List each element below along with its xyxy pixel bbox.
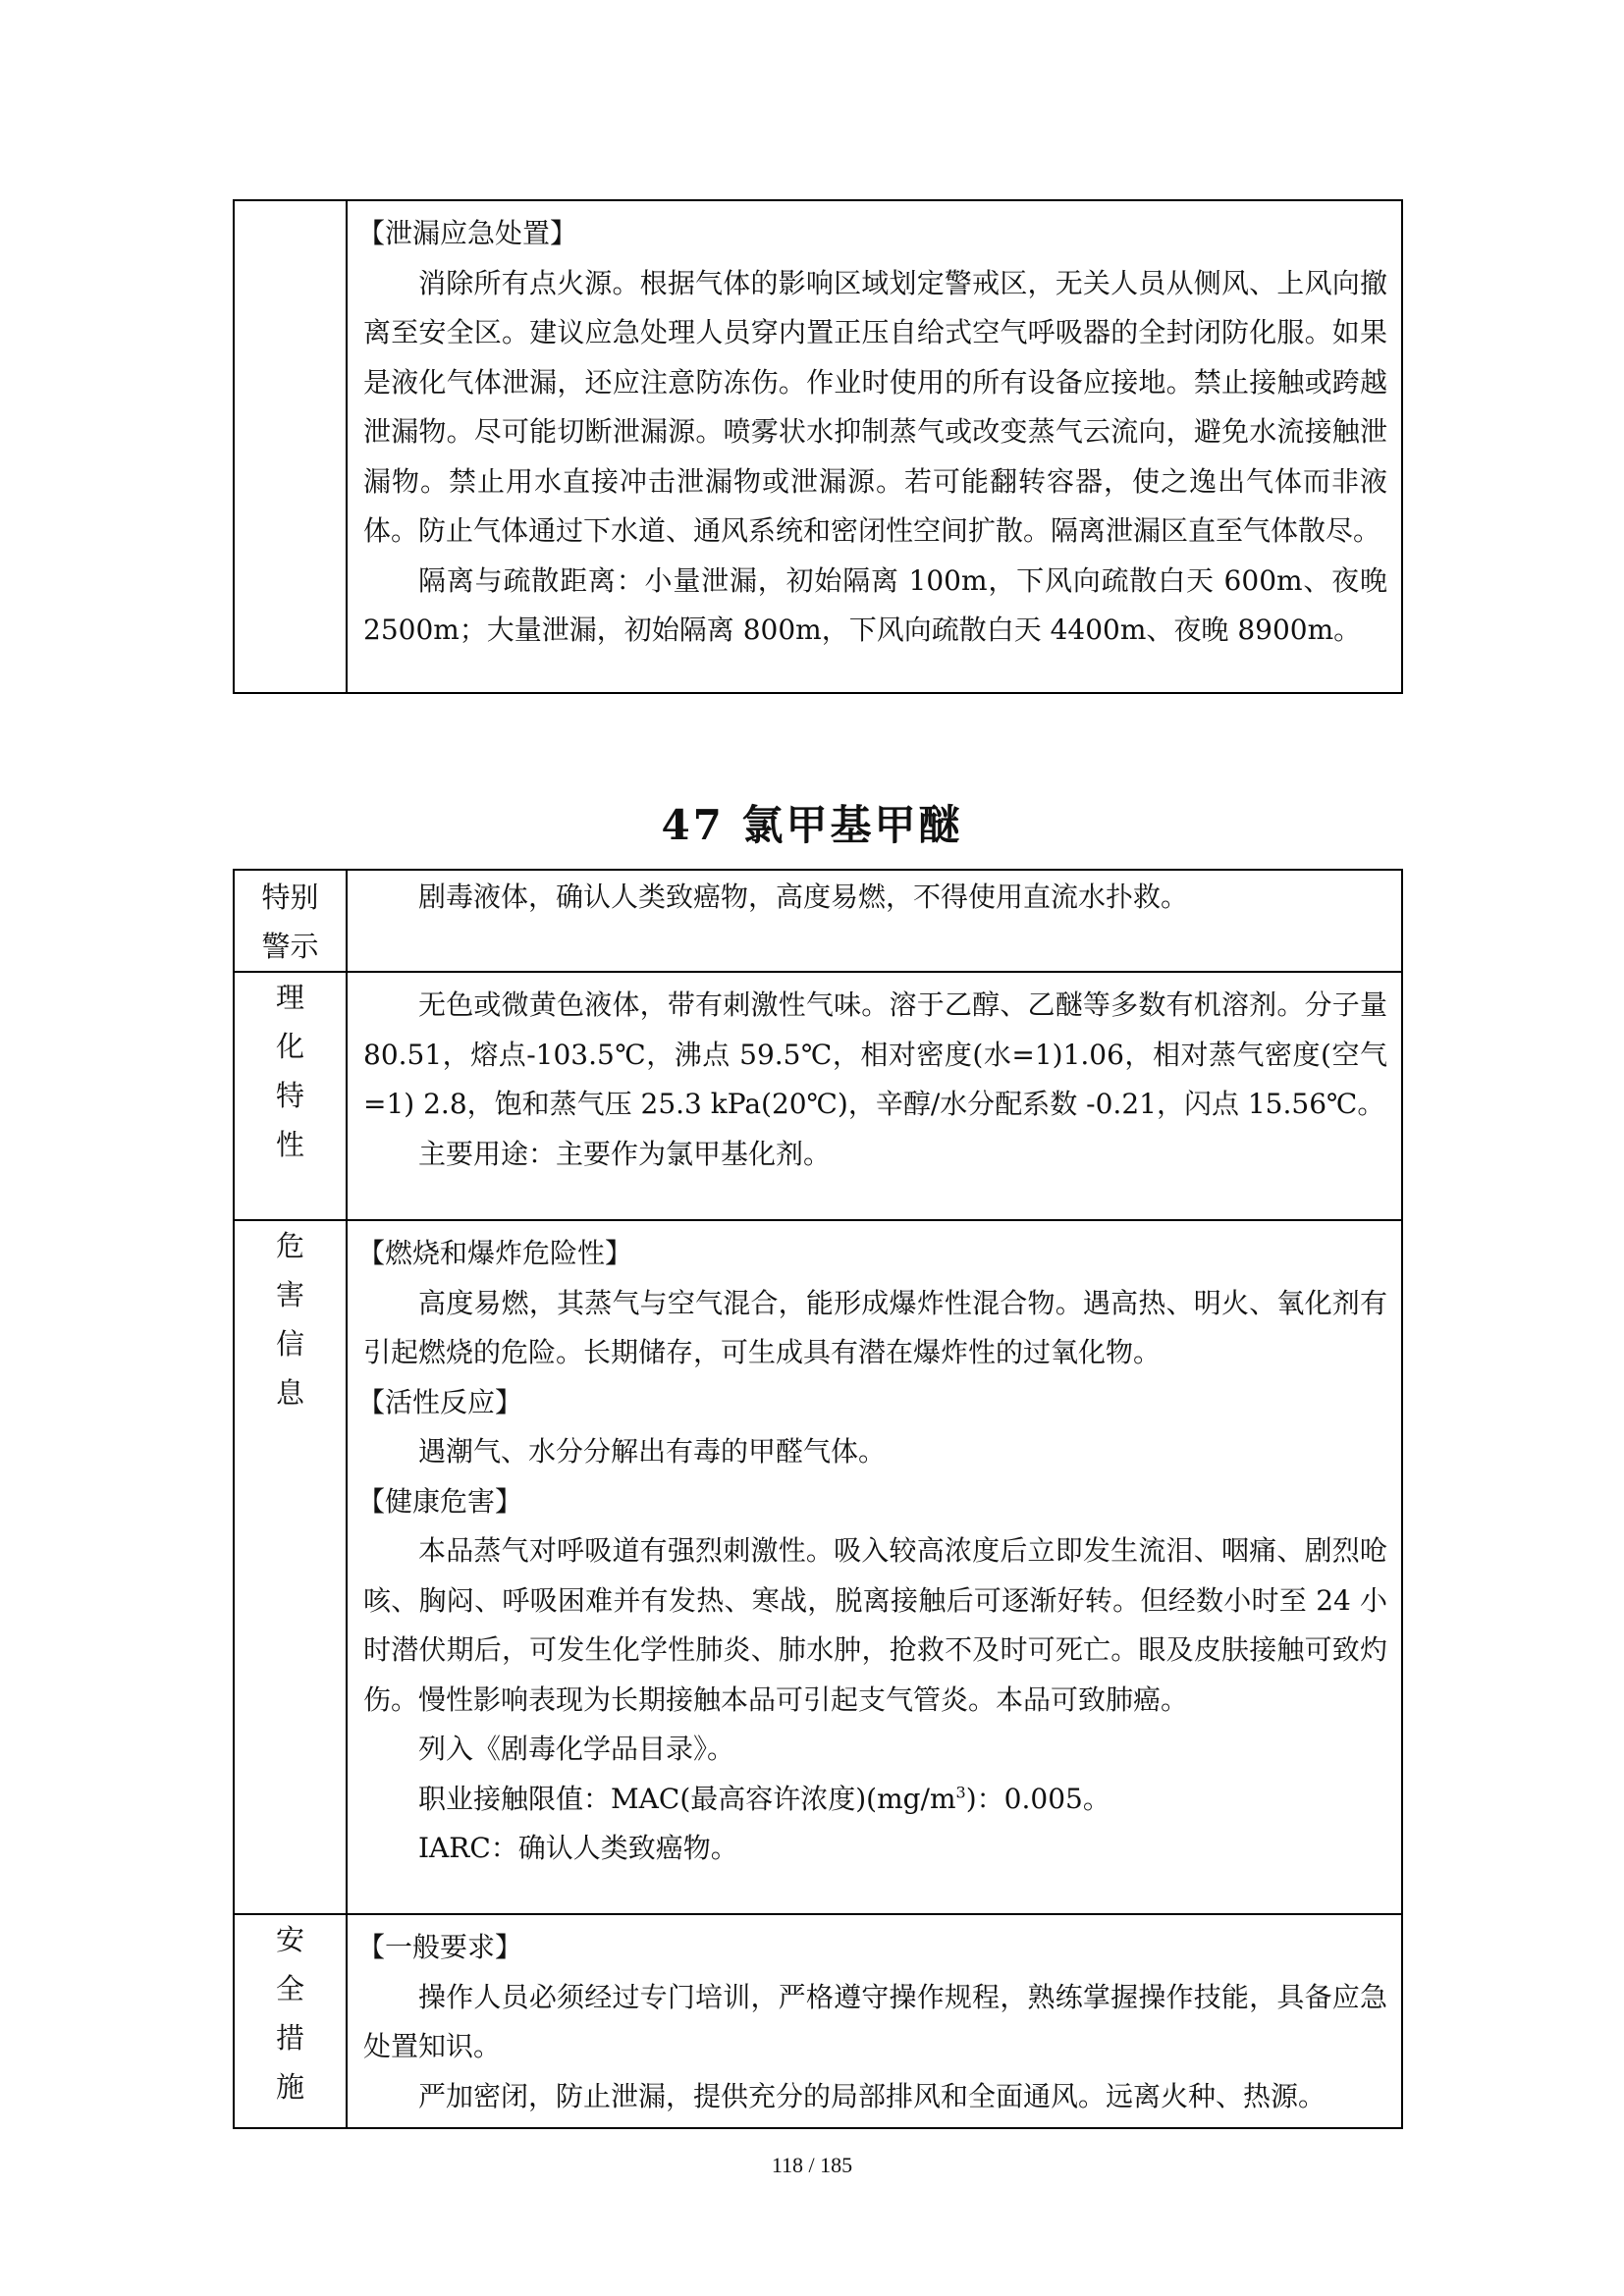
hazard-cell	[347, 1220, 1402, 1914]
usage-paragraph: 主要用途：主要作为氯甲基化剂。	[418, 1137, 832, 1170]
physchem-label-char: 特	[275, 1079, 304, 1112]
exposure-limit-value: )：0.005。	[965, 1782, 1110, 1815]
evacuation-distance-paragraph: 隔离与疏散距离：小量泄漏，初始隔离 100m，下风向疏散白天 600m、夜晚 2500m；大量泄漏，初始隔离 800m，下风向疏散白天 4400m、夜晚 8900m。	[363, 563, 1387, 646]
chemical-table	[233, 869, 1403, 2129]
hazard-label-char: 息	[275, 1376, 304, 1410]
safety-label-char: 全	[275, 1972, 304, 2005]
warning-text: 剧毒液体，确认人类致癌物，高度易燃，不得使用直流水扑救。	[418, 881, 1189, 913]
ventilation-paragraph: 严加密闭，防止泄漏，提供充分的局部排风和全面通风。远离火种、热源。	[418, 2079, 1326, 2112]
leak-response-paragraph: 消除所有点火源。根据气体的影响区域划定警戒区，无关人员从侧风、上风向撤离至安全区。建议应急处理人员穿内置正压自给式空气呼吸器的全封闭防化服。如果是液化气体泄漏，还应注意防冻伤。作业时使用的所有设备应接地。禁止接触或跨越泄漏物。尽可能切断泄漏源。喷雾状水抑制蒸气或改变蒸气云流向，避免水流接触泄漏物。禁止用水直接冲击泄漏物或泄漏源。若可能翻转容器，使之逸出气体而非液体。防止气体通过下水道、通风系统和密闭性空间扩散。隔离泄漏区直至气体散尽。	[363, 266, 1387, 547]
safety-label-char: 安	[275, 1923, 304, 1956]
leak-response-heading: 【泄漏应急处置】	[357, 217, 578, 249]
exposure-limit-paragraph	[363, 1775, 1387, 1825]
safety-label-char: 措	[275, 2021, 304, 2055]
chemical-title: 47 氯甲基甲醚	[661, 801, 963, 849]
health-hazard-heading: 【健康危害】	[357, 1484, 523, 1518]
toxic-list-paragraph: 列入《剧毒化学品目录》。	[418, 1733, 735, 1765]
hazard-label-char: 信	[275, 1327, 304, 1361]
physchem-label-char: 性	[275, 1128, 304, 1161]
reactivity-paragraph: 遇潮气、水分分解出有毒的甲醛气体。	[418, 1435, 887, 1468]
physchem-paragraph: 无色或微黄色液体，带有刺激性气味。溶于乙醇、乙醚等多数有机溶剂。分子量 80.51，熔点-103.5℃，沸点 59.5℃，相对密度(水=1)1.06，相对蒸气密度(空气=1) 2.8，饱和蒸气压 25.3 kPa(20℃)，辛醇/水分配系数 -0.21，闪点 15.56℃。	[363, 988, 1387, 1120]
iarc-paragraph: IARC：确认人类致癌物。	[418, 1832, 738, 1864]
health-hazard-paragraph: 本品蒸气对呼吸道有强烈刺激性。吸入较高浓度后立即发生流泪、咽痛、剧烈呛咳、胸闷、呼吸困难并有发热、寒战，脱离接触后可逐渐好转。但经数小时至 24 小时潜伏期后，可发生化学性肺炎、肺水肿，抢救不及时可死亡。眼及皮肤接触可致灼伤。慢性影响表现为长期接触本品可引起支气管炎。本品可致肺癌。	[363, 1534, 1387, 1716]
hazard-label-cell	[234, 1220, 347, 1914]
safety-cell	[347, 1914, 1402, 2128]
fire-hazard-paragraph: 高度易燃，其蒸气与空气混合，能形成爆炸性混合物。遇高热、明火、氧化剂有引起燃烧的危险。长期储存，可生成具有潜在爆炸性的过氧化物。	[363, 1286, 1387, 1368]
warning-label-line1: 特别	[261, 881, 319, 914]
training-paragraph: 操作人员必须经过专门培训，严格遵守操作规程，熟练掌握操作技能，具备应急处置知识。	[363, 1980, 1387, 2062]
warning-label-cell	[234, 870, 347, 972]
previous-table	[233, 199, 1403, 694]
fire-hazard-heading: 【燃烧和爆炸危险性】	[357, 1237, 633, 1269]
warning-label-line2: 警示	[261, 930, 319, 963]
exposure-limit-text: 职业接触限值：MAC(最高容许浓度)(mg/m	[418, 1782, 956, 1815]
general-requirements-heading: 【一般要求】	[357, 1931, 523, 1963]
leak-response-cell	[347, 200, 1402, 693]
reactivity-heading: 【活性反应】	[357, 1385, 523, 1418]
empty-label-cell	[234, 200, 347, 693]
safety-label-cell	[234, 1914, 347, 2128]
physchem-label-char: 化	[275, 1030, 304, 1063]
hazard-label-char: 害	[275, 1278, 304, 1311]
page-number: 118 / 185	[771, 2153, 853, 2177]
hazard-label-char: 危	[275, 1229, 304, 1262]
physchem-cell	[347, 972, 1402, 1220]
exposure-limit-superscript: 3	[955, 1783, 966, 1802]
physchem-label-char: 理	[275, 981, 304, 1014]
physchem-label-cell	[234, 972, 347, 1220]
safety-label-char: 施	[275, 2070, 304, 2104]
warning-cell	[347, 870, 1402, 972]
